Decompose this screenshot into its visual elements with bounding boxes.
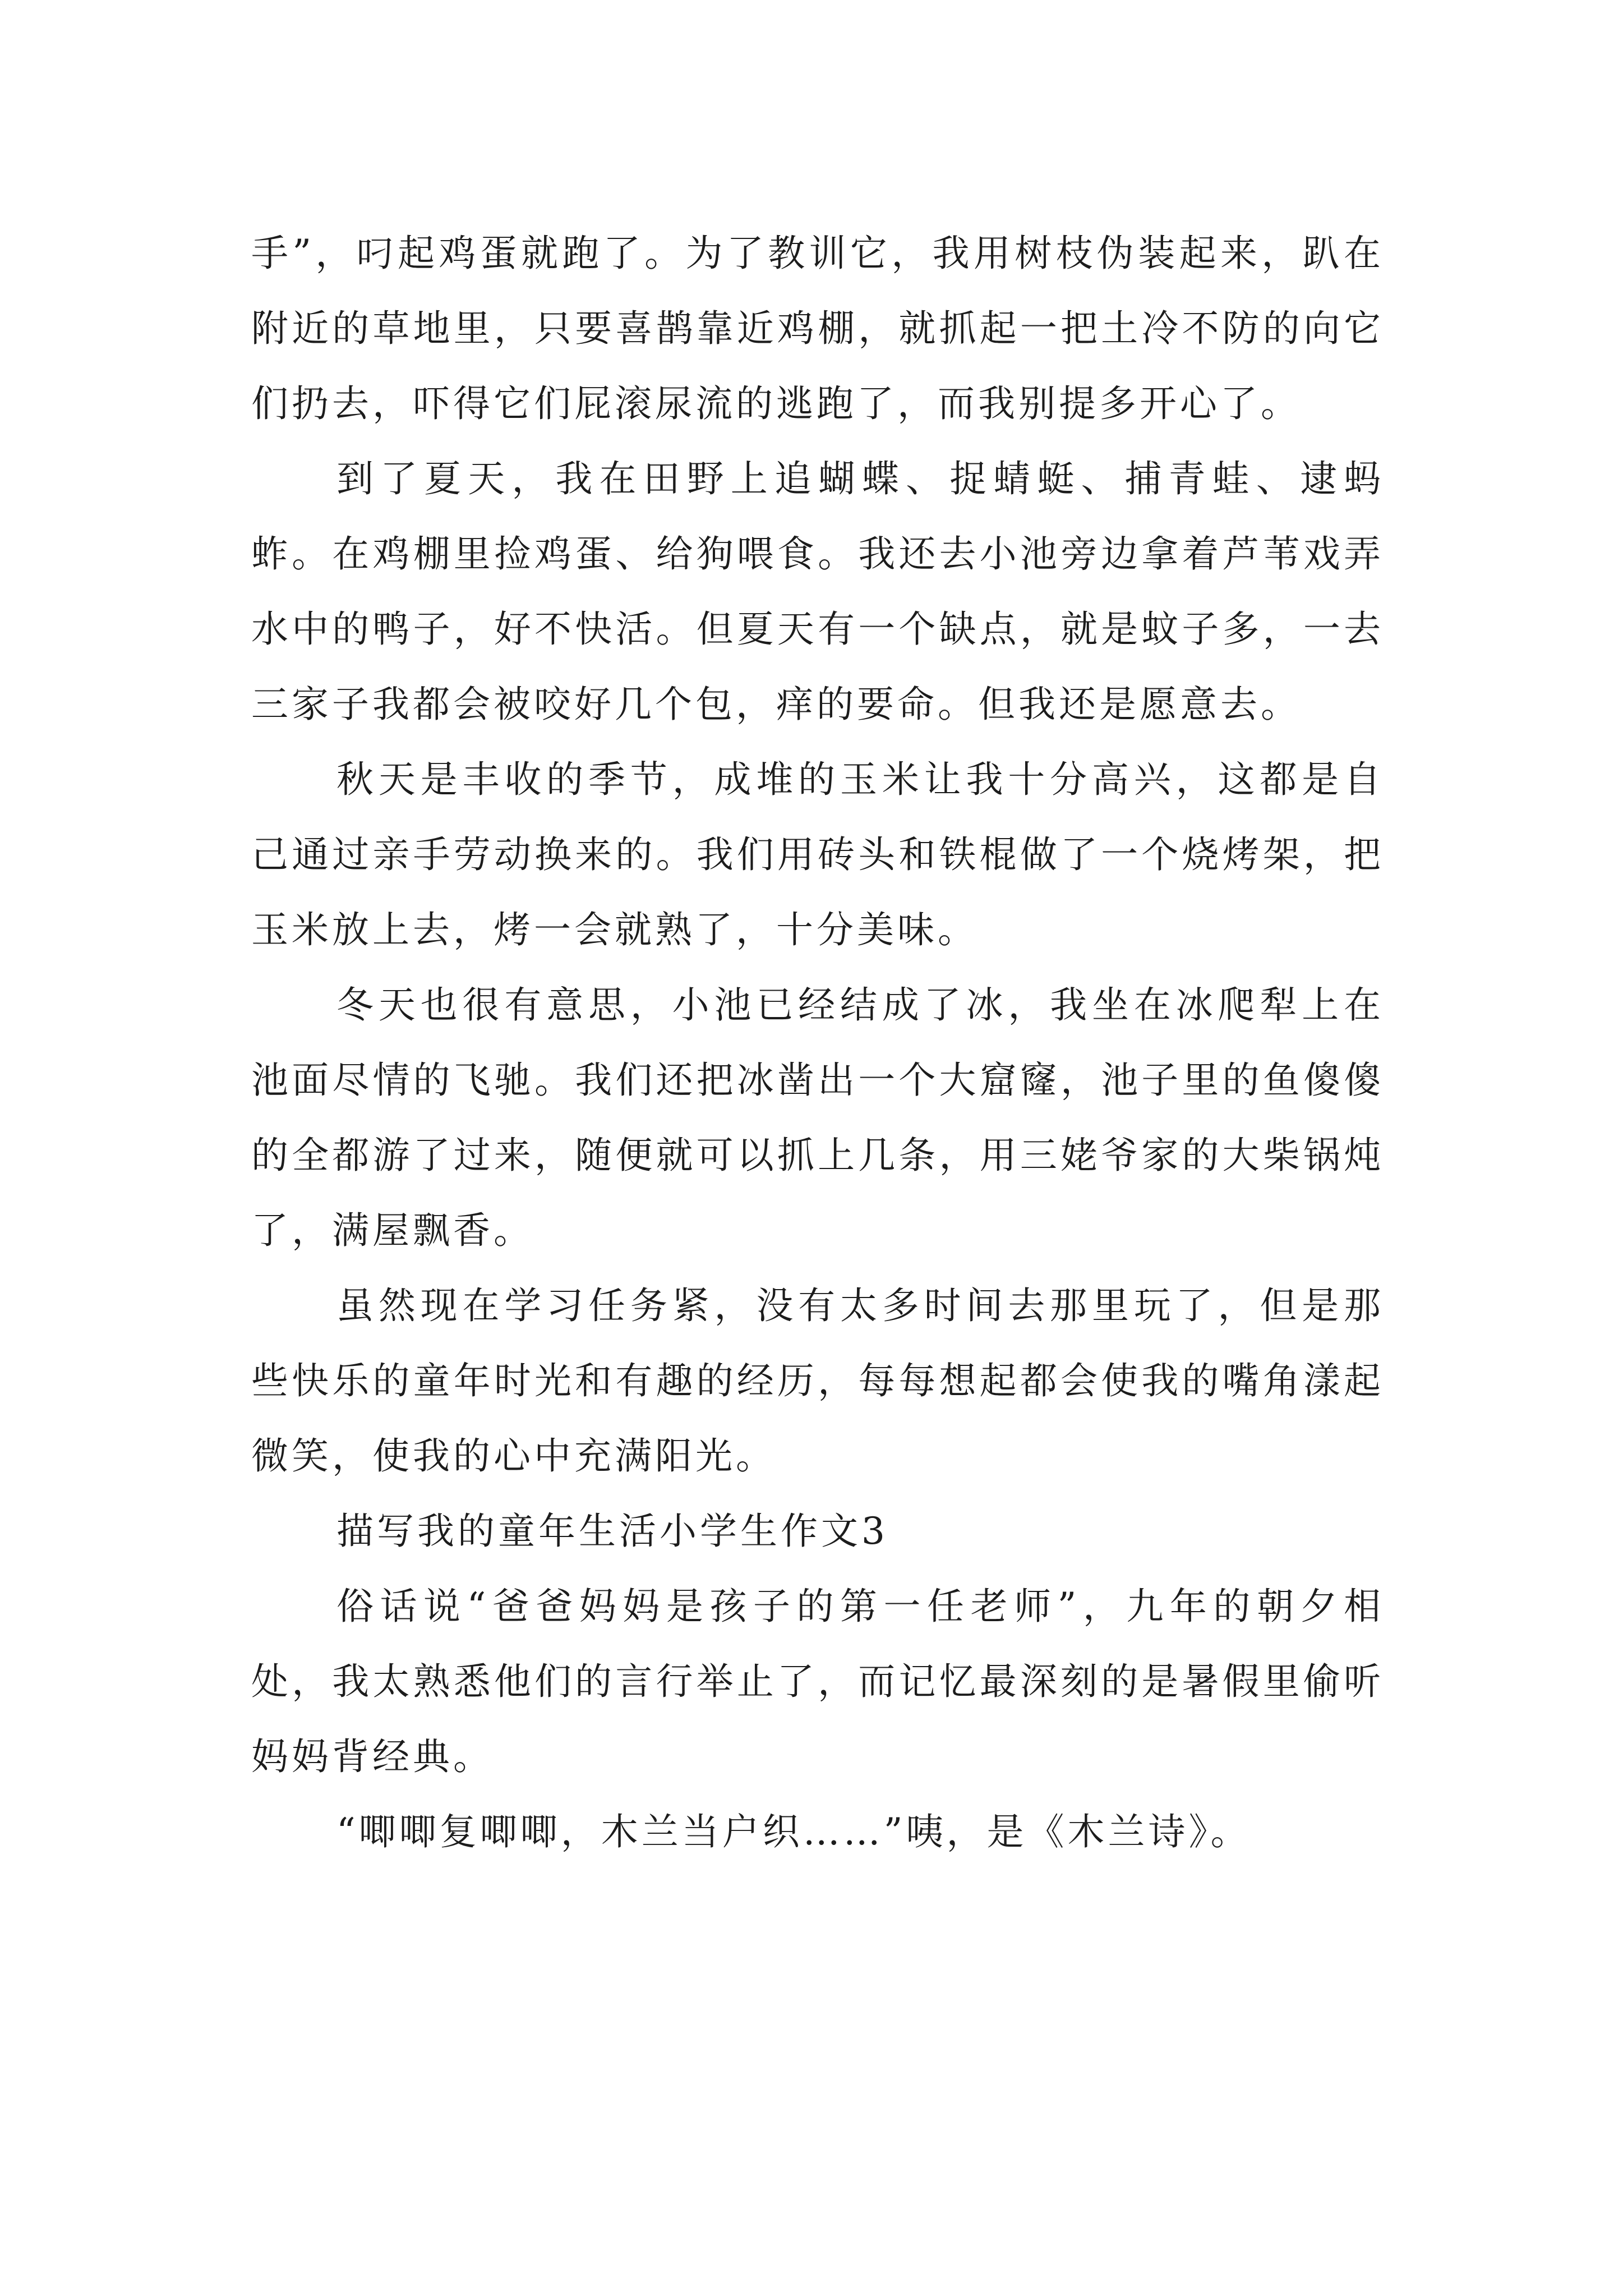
paragraph-winter: 冬天也很有意思，小池已经结成了冰，我坐在冰爬犁上在池面尽情的飞驰。我们还把冰凿出一个大窟窿，池子里的鱼傻傻的全都游了过来，随便就可以抓上几条，用三姥爷家的大柴锅炖了，满屋飘香。 bbox=[251, 983, 1384, 1252]
paragraph-continued: 手”，叼起鸡蛋就跑了。为了教训它，我用树枝伪装起来，趴在附近的草地里，只要喜鹊靠近鸡棚，就抓起一把土冷不防的向它们扔去，吓得它们屁滚尿流的逃跑了，而我别提多开心了。 bbox=[251, 232, 1384, 425]
paragraph-summer: 到了夏天，我在田野上追蝴蝶、捉蜻蜓、捕青蛙、逮蚂蚱。在鸡棚里捡鸡蛋、给狗喂食。我还去小池旁边拿着芦苇戏弄水中的鸭子，好不快活。但夏天有一个缺点，就是蚊子多，一去三家子我都会被咬好几个包，痒的要命。但我还是愿意去。 bbox=[251, 457, 1384, 726]
paragraph-poem-quote: “唧唧复唧唧，木兰当户织……”咦，是《木兰诗》。 bbox=[336, 1810, 1251, 1853]
paragraph-autumn: 秋天是丰收的季节，成堆的玉米让我十分高兴，这都是自己通过亲手劳动换来的。我们用砖头和铁棍做了一个烧烤架，把玉米放上去，烤一会就熟了，十分美味。 bbox=[251, 758, 1384, 951]
document-body bbox=[251, 216, 1384, 1870]
paragraph-conclusion: 虽然现在学习任务紧，没有太多时间去那里玩了，但是那些快乐的童年时光和有趣的经历，每每想起都会使我的嘴角漾起微笑，使我的心中充满阳光。 bbox=[251, 1284, 1384, 1478]
paragraph-proverb: 俗话说“爸爸妈妈是孩子的第一任老师”，九年的朝夕相处，我太熟悉他们的言行举止了，而记忆最深刻的是暑假里偷听妈妈背经典。 bbox=[251, 1585, 1384, 1778]
essay-title: 描写我的童年生活小学生作文3 bbox=[336, 1510, 888, 1553]
